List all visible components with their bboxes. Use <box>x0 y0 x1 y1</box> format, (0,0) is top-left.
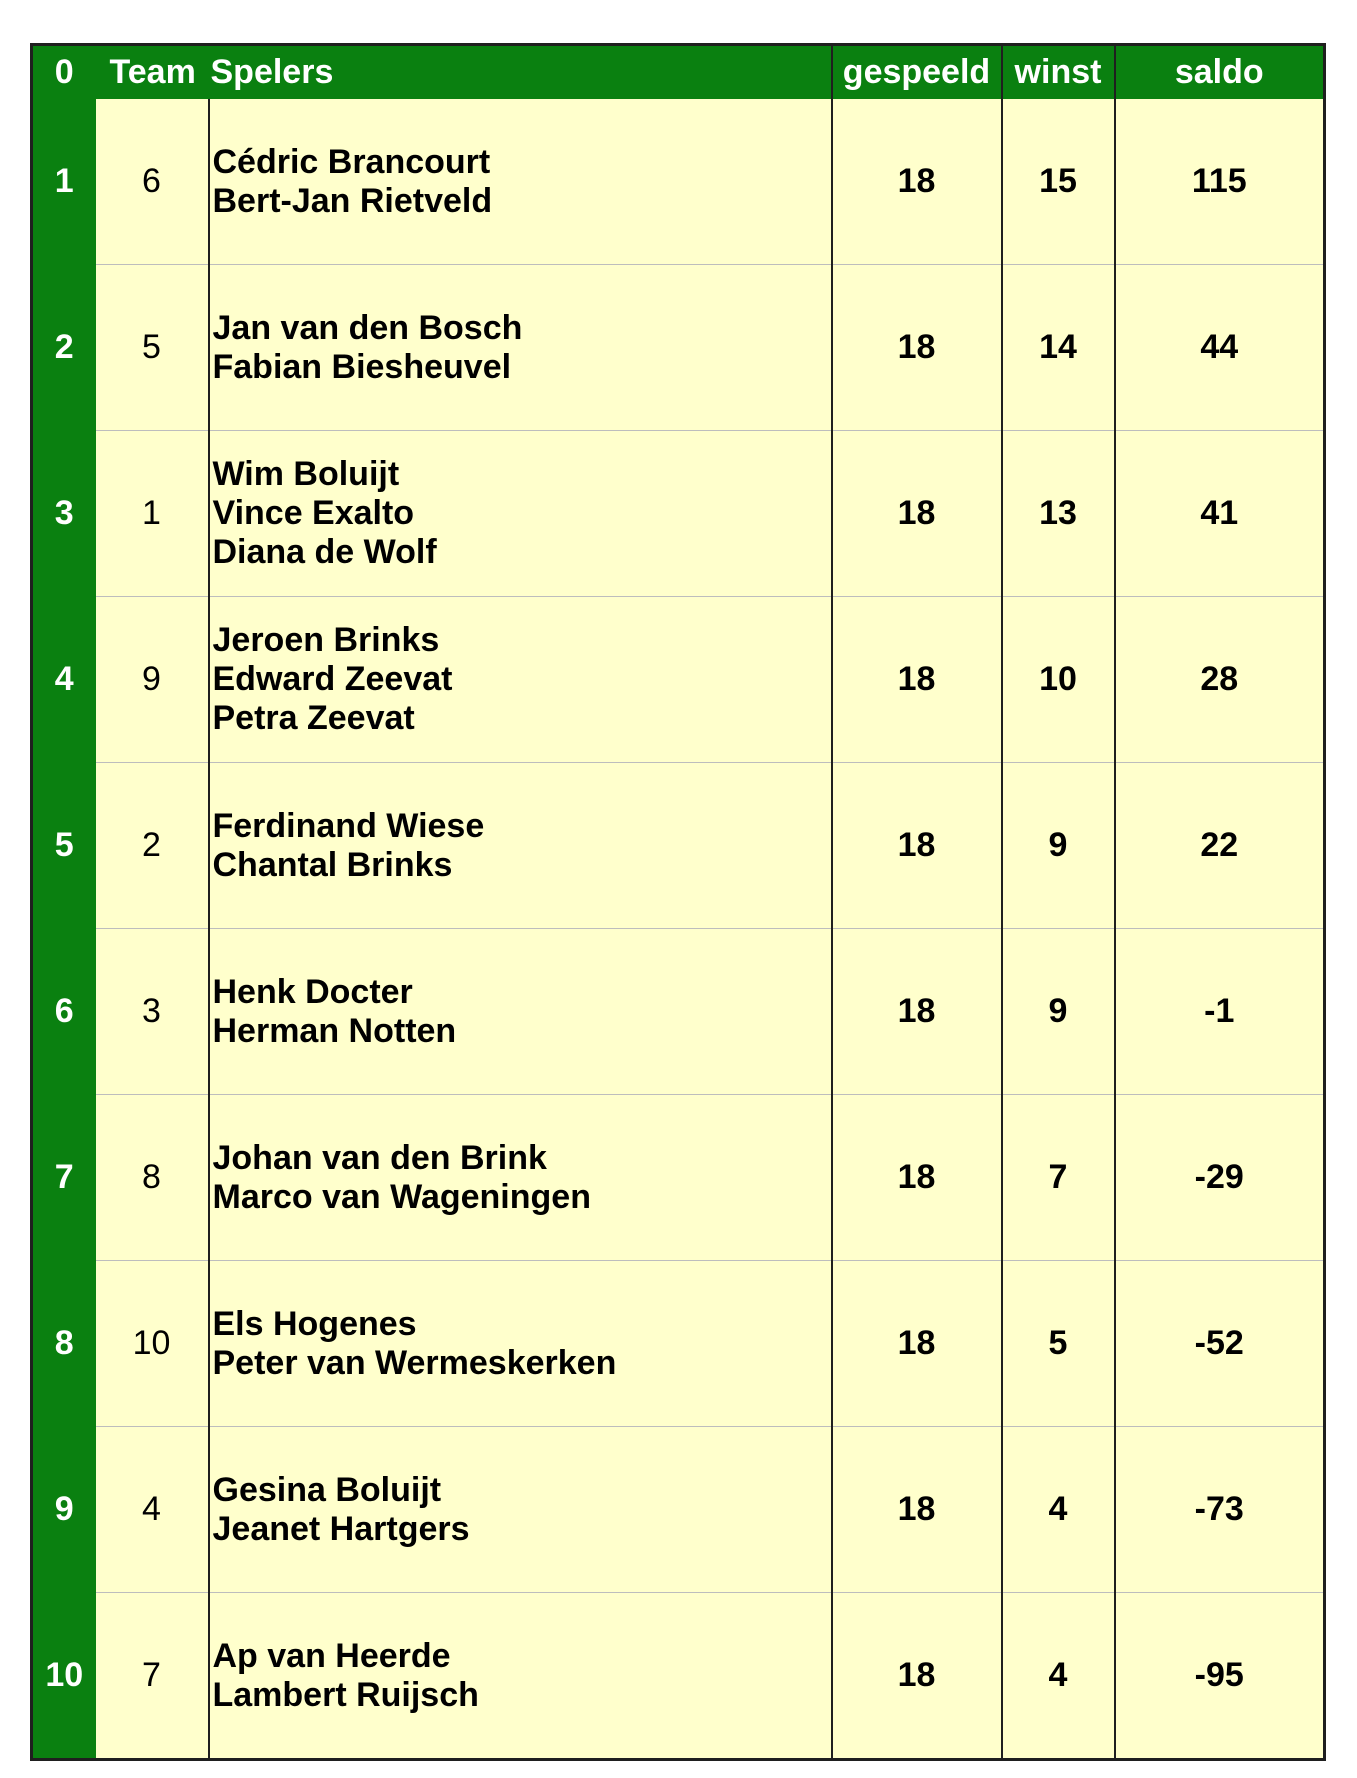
saldo-cell: -1 <box>1115 929 1325 1095</box>
team-number-cell: 3 <box>96 929 209 1095</box>
player-name: Jeroen Brinks <box>212 621 440 659</box>
team-number-cell: 8 <box>96 1095 209 1261</box>
saldo-cell: 41 <box>1115 431 1325 597</box>
saldo-cell: 28 <box>1115 597 1325 763</box>
saldo-cell: 22 <box>1115 763 1325 929</box>
played-cell: 18 <box>832 1427 1002 1593</box>
table-row <box>32 99 1325 265</box>
wins-cell: 9 <box>1002 929 1115 1095</box>
saldo-cell: -29 <box>1115 1095 1325 1261</box>
table-header <box>32 45 1325 100</box>
played-cell: 18 <box>832 1095 1002 1261</box>
players-cell <box>209 763 832 929</box>
player-name: Bert-Jan Rietveld <box>212 181 493 220</box>
rank-cell: 8 <box>32 1261 96 1427</box>
rank-cell: 2 <box>32 265 96 431</box>
header-wins: winst <box>1002 45 1115 100</box>
played-cell: 18 <box>832 597 1002 763</box>
header-row <box>32 45 1325 100</box>
wins-cell: 13 <box>1002 431 1115 597</box>
saldo-cell: -52 <box>1115 1261 1325 1427</box>
table-row <box>32 1261 1325 1427</box>
header-played: gespeeld <box>832 45 1002 100</box>
wins-cell: 9 <box>1002 763 1115 929</box>
player-name: Johan van den Brink <box>212 1138 547 1177</box>
player-name: Jeanet Hartgers <box>212 1509 470 1548</box>
players-cell <box>209 431 832 597</box>
rank-cell: 5 <box>32 763 96 929</box>
wins-cell: 4 <box>1002 1593 1115 1760</box>
team-number-cell: 1 <box>96 431 209 597</box>
played-cell: 18 <box>832 265 1002 431</box>
header-players: Spelers <box>209 45 832 100</box>
players-cell <box>209 1261 832 1427</box>
team-number-cell: 4 <box>96 1427 209 1593</box>
saldo-cell: 115 <box>1115 99 1325 265</box>
played-cell: 18 <box>832 1261 1002 1427</box>
rank-cell: 9 <box>32 1427 96 1593</box>
table-row <box>32 1095 1325 1261</box>
player-name: Edward Zeevat <box>212 660 453 698</box>
player-name: Lambert Ruijsch <box>212 1675 479 1714</box>
rank-cell: 10 <box>32 1593 96 1760</box>
rank-cell: 1 <box>32 99 96 265</box>
wins-cell: 10 <box>1002 597 1115 763</box>
players-cell <box>209 99 832 265</box>
played-cell: 18 <box>832 431 1002 597</box>
player-name: Ferdinand Wiese <box>212 806 485 845</box>
player-name: Chantal Brinks <box>212 845 453 884</box>
players-cell <box>209 265 832 431</box>
rank-cell: 4 <box>32 597 96 763</box>
table-row <box>32 1427 1325 1593</box>
table-row <box>32 763 1325 929</box>
saldo-cell: -95 <box>1115 1593 1325 1760</box>
player-name: Herman Notten <box>212 1011 457 1050</box>
player-name: Diana de Wolf <box>212 533 437 571</box>
players-cell <box>209 1095 832 1261</box>
rank-cell: 3 <box>32 431 96 597</box>
standings-table <box>30 43 1326 1761</box>
player-name: Peter van Wermeskerken <box>212 1343 617 1382</box>
wins-cell: 15 <box>1002 99 1115 265</box>
saldo-cell: 44 <box>1115 265 1325 431</box>
header-saldo: saldo <box>1115 45 1325 100</box>
team-number-cell: 9 <box>96 597 209 763</box>
table-row <box>32 1593 1325 1760</box>
wins-cell: 4 <box>1002 1427 1115 1593</box>
played-cell: 18 <box>832 99 1002 265</box>
header-rank: 0 <box>32 45 96 100</box>
player-name: Gesina Boluijt <box>212 1470 442 1509</box>
team-number-cell: 10 <box>96 1261 209 1427</box>
wins-cell: 5 <box>1002 1261 1115 1427</box>
player-name: Wim Boluijt <box>212 455 400 493</box>
team-number-cell: 2 <box>96 763 209 929</box>
team-number-cell: 6 <box>96 99 209 265</box>
players-cell <box>209 1593 832 1760</box>
player-name: Fabian Biesheuvel <box>212 347 512 386</box>
table-row <box>32 597 1325 763</box>
wins-cell: 14 <box>1002 265 1115 431</box>
team-number-cell: 7 <box>96 1593 209 1760</box>
table-row <box>32 929 1325 1095</box>
player-name: Petra Zeevat <box>212 699 415 737</box>
player-name: Jan van den Bosch <box>212 308 523 347</box>
player-name: Cédric Brancourt <box>212 142 491 181</box>
player-name: Marco van Wageningen <box>212 1177 591 1216</box>
header-team: Team <box>96 45 209 100</box>
player-name: Ap van Heerde <box>212 1636 451 1675</box>
player-name: Henk Docter <box>212 972 413 1011</box>
saldo-cell: -73 <box>1115 1427 1325 1593</box>
player-name: Els Hogenes <box>212 1304 417 1343</box>
played-cell: 18 <box>832 1593 1002 1760</box>
rank-cell: 6 <box>32 929 96 1095</box>
players-cell <box>209 929 832 1095</box>
rank-cell: 7 <box>32 1095 96 1261</box>
table-row <box>32 265 1325 431</box>
table-body <box>32 99 1325 1760</box>
team-number-cell: 5 <box>96 265 209 431</box>
player-name: Vince Exalto <box>212 494 415 532</box>
players-cell <box>209 597 832 763</box>
played-cell: 18 <box>832 763 1002 929</box>
players-cell <box>209 1427 832 1593</box>
played-cell: 18 <box>832 929 1002 1095</box>
table-row <box>32 431 1325 597</box>
wins-cell: 7 <box>1002 1095 1115 1261</box>
